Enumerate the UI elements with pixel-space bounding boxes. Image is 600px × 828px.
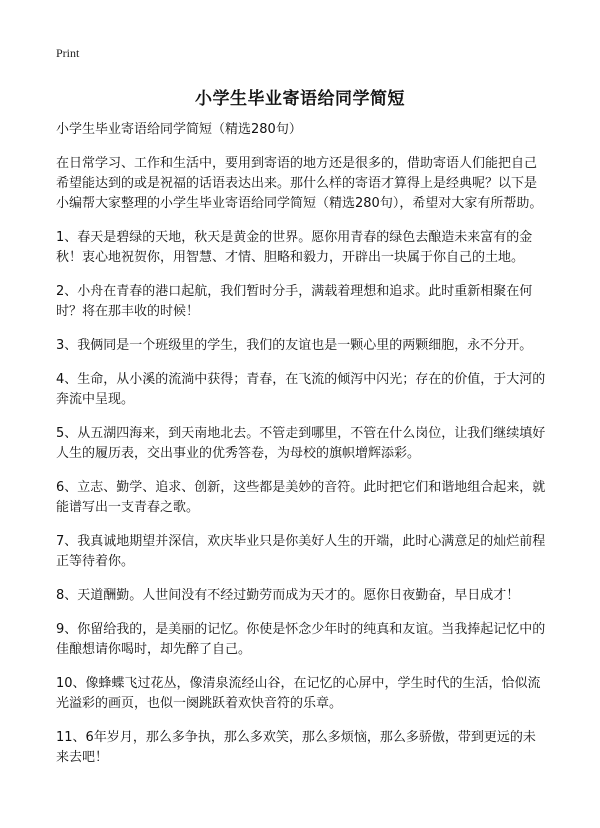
list-item: 1、春天是碧绿的天地，秋天是黄金的世界。愿你用青春的绿色去酿造未来富有的金秋！衷心地祝贺你，用智慧、才情、胆略和毅力，开辟出一块属于你自己的土地。 <box>56 230 533 265</box>
print-link[interactable]: Print <box>56 46 80 60</box>
list-item: 3、我俩同是一个班级里的学生，我们的友谊也是一颗心里的两颗细胞，永不分开。 <box>56 338 533 353</box>
page-title: 小学生毕业寄语给同学简短 <box>195 89 405 109</box>
list-item: 10、像蜂蝶飞过花丛，像清泉流经山谷，在记忆的心屏中，学生时代的生活，恰似流光溢彩的画页，也似一阕跳跃着欢快音符的乐章。 <box>56 676 541 711</box>
article-body <box>56 120 546 782</box>
list-item: 8、天道酬勤。人世间没有不经过勤劳而成为天才的。愿你日夜勤奋，早日成才！ <box>56 588 520 603</box>
list-item: 11、6年岁月，那么多争执，那么多欢笑，那么多烦恼，那么多骄傲，带到更远的未来去吧！ <box>56 730 536 765</box>
list-item: 5、从五湖四海来，到天南地北去。不管走到哪里，不管在什么岗位，让我们继续填好人生的履历表，交出事业的优秀答卷，为母校的旗帜增辉添彩。 <box>56 426 546 461</box>
list-item: 7、我真诚地期望并深信，欢庆毕业只是你美好人生的开端，此时心满意足的灿烂前程正等待着你。 <box>56 534 546 569</box>
list-item: 9、你留给我的，是美丽的记忆。你使是怀念少年时的纯真和友谊。当我捧起记忆中的佳酿想请你喝时，却先醉了自己。 <box>56 622 546 657</box>
article-subtitle: 小学生毕业寄语给同学简短（精选280句） <box>56 122 302 137</box>
list-item: 6、立志、勤学、追求、创新，这些都是美妙的音符。此时把它们和谐地组合起来，就能谱写出一支青春之歌。 <box>56 480 546 515</box>
list-item: 2、小舟在青春的港口起航，我们暂时分手，满载着理想和追求。此时重新相聚在何时？将在那丰收的时候！ <box>56 284 533 319</box>
list-item: 4、生命，从小溪的流淌中获得；青春，在飞流的倾泻中闪光；存在的价值，于大河的奔流中呈现。 <box>56 372 546 407</box>
intro-paragraph: 在日常学习、工作和生活中，要用到寄语的地方还是很多的，借助寄语人们能把自己希望能达到的或是祝福的话语表达出来。那什么样的寄语才算得上是经典呢？以下是小编帮大家整理的小学生毕业寄语给同学简短（精选280句），希望对大家有所帮助。 <box>56 156 543 211</box>
